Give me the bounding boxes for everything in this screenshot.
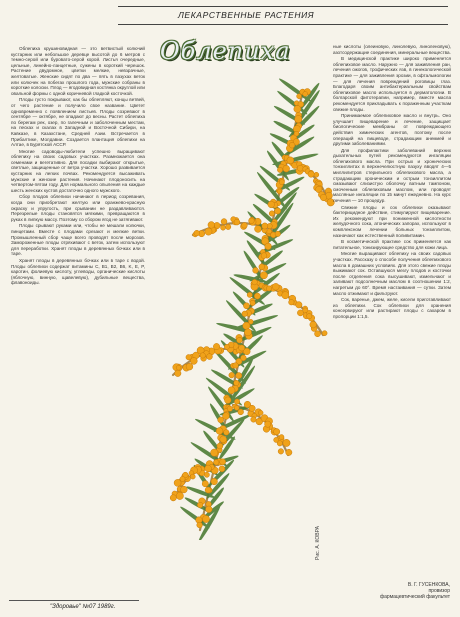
berry <box>248 319 253 324</box>
paragraph: Многие выращивают облепиху на своих садовых участках. Рассказу о способе получения облепихового масла в домашних условиях. Для этого свежие плоды выжимают сок. Оставшуюся мезгу плодов и косточки после отделения сока высушивают, измельчают и заливают подсолнечным маслом в соотношении 1:2, нагретым до 60°. Время настаивания — сутки. Затем масло отжимают и фильтруют. <box>333 251 451 296</box>
berry <box>219 466 225 472</box>
berry <box>217 443 223 449</box>
berry <box>252 279 258 285</box>
header-rule-top <box>118 6 448 7</box>
berry <box>221 225 226 230</box>
berry <box>176 365 181 370</box>
berry <box>216 428 223 435</box>
berry <box>237 337 243 343</box>
berry <box>205 228 212 235</box>
berry <box>314 172 319 177</box>
berry <box>267 229 272 234</box>
berry <box>236 373 242 379</box>
right-text-column <box>333 44 451 604</box>
berry <box>174 479 181 486</box>
berry <box>225 224 230 229</box>
article-title-logo: Облепиха <box>160 37 291 65</box>
berry <box>243 303 249 309</box>
berry <box>242 311 248 317</box>
berry <box>205 465 212 472</box>
author-org: фармацевтический факультет <box>380 594 450 600</box>
berry <box>202 515 209 522</box>
berry <box>294 131 299 136</box>
berry <box>190 474 195 479</box>
berry <box>261 253 267 259</box>
berry <box>250 300 255 305</box>
berry <box>320 194 326 200</box>
berry <box>278 449 284 455</box>
berry <box>241 355 247 361</box>
berry <box>234 405 239 410</box>
berry <box>207 354 213 360</box>
berry <box>275 208 281 214</box>
berry <box>223 413 230 420</box>
paragraph: Для профилактики заболеваний верхних дыхательных путей рекомендуются ингаляции облепихового масла. При острых и хронических тонзиллитах в верхнечелюстную пазуху вводят 4—5 миллилитров стерильного облепихового масла, а страдающим хроническим и острым тонзиллитом смазывают слизистую оболочку ватным тампоном, смоченным облепиховым маслом, или проводят масляные ингаляции по 15 минут ежедневно. На курс лечения — 10 процедур. <box>333 147 451 204</box>
berry <box>274 429 280 435</box>
berry <box>242 222 248 228</box>
berry <box>308 171 314 177</box>
berry <box>275 231 280 236</box>
berry <box>211 449 218 456</box>
berry <box>277 189 282 194</box>
berry <box>251 417 256 422</box>
berry <box>249 405 255 411</box>
berry <box>283 439 290 446</box>
berry <box>200 353 205 358</box>
berry <box>289 142 295 148</box>
berry <box>211 478 218 485</box>
berry <box>220 436 227 443</box>
berry <box>277 167 282 172</box>
berry <box>259 264 265 270</box>
author-block <box>362 582 450 600</box>
berry <box>260 272 267 279</box>
berry <box>194 230 200 236</box>
berry <box>180 476 185 481</box>
paragraph: Облепиха крушиновидная — это ветвистый колючий кустарник или небольшое деревце высотой до 6 метров с темно-серой или буровато-серой корой. Листья очередные, цельные, линейно-ланцетные, сужены в короткий черешок. Растение двудомное, цветки мелкие, невзрачные, желтоватые. Женские сидят по два — пять в пазухах веток или колючек на побегах прошлого года, мужские собраны в короткие колоски. Плод — ягодовидная костянка округлой или овальной формы с одной коричневой гладкой косточкой. <box>11 46 145 96</box>
header-rule-bottom <box>118 24 448 25</box>
berry <box>244 329 251 336</box>
paragraph: В косметической практике сок применяется как питательное, тонизирующее средство для кожи лица. <box>333 239 451 250</box>
berry <box>303 92 308 97</box>
berry <box>224 397 231 404</box>
paragraph: Плоды густо покрывают, как бы облепляют, концы ветвей, от чего растение и получило свое название. Цветет одновременно с появлением листьев. Плоды созревают в сентябре — октябре, не опадают до весны. Растет облепиха по берегам рек, озер, по галечным и заболоченным местам, на песках и скалах в Западной и Восточной Сибири, на Кавказе, в Казахстане, Средней Азии. Встречается в Прибалтике, Молдавии. Создается плантация облепихи на Алтае, в Бурятской АССР. <box>11 97 145 148</box>
berry <box>233 363 239 369</box>
berry <box>190 357 197 364</box>
berry <box>294 105 301 112</box>
berry <box>307 313 312 318</box>
paragraph: Сбор плодов облепихи начинают в период созревания, когда они приобретают желтую или оранжево-красную окраску и упругость, при срывании не раздавливаются. Перезрелые плоды становятся мягкими, превращаются в руках в липкую массу. Поэтому со сбором ягод не затягивают. <box>11 194 145 222</box>
berry <box>214 460 219 465</box>
paragraph: Сок, варенье, джем, желе, кисели приготавливают из облепихи. Сок облепихи для хранения консервируют или растирают плоды с сахаром в пропорции 1:1,5. <box>333 297 451 319</box>
berry <box>272 283 279 290</box>
berry <box>197 502 203 508</box>
author-name: В. Г. ГУСЕНКОВА, <box>407 582 450 588</box>
berry <box>197 522 203 528</box>
sea-buckthorn-illustration <box>138 70 338 540</box>
footer-source: "Здоровье" №07 1989г. <box>50 604 116 610</box>
berry <box>170 495 176 501</box>
berry <box>253 267 259 273</box>
paragraph: Хранят плоды в деревянных бочках или в таре с водой. Плоды облепихи содержат витамины C, B1, B2, B6, K, E, P, каротин, фолиевую кислоту, углеводы, органические кислоты (яблочную, винную, щавелевую), дубильные вещества, флавоноиды. <box>11 257 145 286</box>
berry <box>221 219 227 225</box>
berry <box>265 243 272 250</box>
berry <box>239 345 245 351</box>
berry <box>175 370 181 376</box>
section-title: ЛЕКАРСТВЕННЫЕ РАСТЕНИЯ <box>178 10 315 20</box>
paragraph: ные кислоты (олеиновую, линолевую, линоленовую), азотсодержащие соединения, минеральные вещества. <box>333 44 451 55</box>
paragraph: Многие садоводы-любители успешно выращивают облепиху на своих садовых участках. Размножается она семенами и вегетативно. Для посадки выбирают открытые, светлые, защищенные от ветра участки. Хорошо развивается кустарник на легких почвах. Рекомендуется высаживать мужские и женские растения. Начинают плодоносить на четвертом-пятом году. Для нормального опыления на каждые шесть женских кустов достаточно одного мужского. <box>11 148 145 193</box>
berry <box>322 331 327 336</box>
berry <box>206 506 213 513</box>
berry <box>297 94 302 99</box>
berry <box>227 406 232 411</box>
berry <box>254 293 260 299</box>
berry <box>315 331 321 337</box>
berry <box>297 165 303 171</box>
illustration-credit: Рис. А. КОВРА <box>315 526 321 560</box>
berry <box>249 218 255 224</box>
berry <box>282 292 289 299</box>
berry <box>310 321 317 328</box>
paragraph: Плоды срывают руками или, чтобы не мешали колючки, пинцетами. Вместе с плодами срезают и мелкие ветки. Промышленный сбор чаще всего проводят после морозов. Замороженные плоды отряхивают с веток, затем используют для переработки. Хранят плоды в деревянных бочках или в таре. <box>11 223 145 257</box>
berry <box>220 459 226 465</box>
berry <box>277 441 282 446</box>
berry <box>176 492 183 499</box>
berry <box>286 449 292 455</box>
berry <box>255 226 262 233</box>
berry <box>269 211 274 216</box>
footer-rule <box>9 600 139 601</box>
berry <box>224 430 230 436</box>
berry <box>234 380 239 385</box>
berry <box>205 487 211 493</box>
berry <box>258 410 263 415</box>
berry <box>229 372 235 378</box>
berry <box>247 292 252 297</box>
berry <box>208 222 215 229</box>
berry <box>265 421 271 427</box>
berry <box>279 435 284 440</box>
author-title: провизор <box>428 588 450 594</box>
berry <box>234 399 239 404</box>
berry <box>296 302 302 308</box>
paragraph: В медицинской практике широко применяется облепиховое масло. Наружно — для заживления ран, лечения ожогов, трофических язв, в гинекологической практике — для заживления эрозии, в офтальмологии — для лечения повреждений роговицы глаз. Благодаря своим антибактериальным свойствам облепиховое масло используется в дерматологии. В болгарской фитотерапии, например, вместе масла рекомендуется прикладывать к пораженным участкам свежие плоды. <box>333 56 451 112</box>
berry <box>234 219 240 225</box>
berry <box>295 115 302 122</box>
berry <box>224 344 229 349</box>
berry <box>289 299 295 305</box>
berry <box>297 310 303 316</box>
paragraph: Принимаемое облепиховое масло и внутрь. Оно улучшает пищеварение и лечение, защищает биологические мембраны от повреждающего действия химических агентов, поэтому после операций на пищеводе, страдающим анемией и другими заболеваниями. <box>333 113 451 147</box>
berry <box>266 286 271 291</box>
berry <box>213 343 219 349</box>
berry <box>186 363 193 370</box>
berry <box>283 165 290 172</box>
berry <box>228 387 235 394</box>
berry <box>262 223 268 229</box>
berry <box>279 180 284 185</box>
berry <box>202 481 208 487</box>
berry <box>238 409 244 415</box>
paragraph: Свежие плоды и сок облепихи оказывают бактерицидное действие, стимулируют пищеварение. Их рекомендуют при пониженной кислотности желудочного сока, атонических запорах, используют в комплексном лечении больных тонзиллитом, назначают как естественный поливитамин. <box>333 204 451 238</box>
berry <box>268 201 275 208</box>
left-text-column <box>11 46 145 581</box>
